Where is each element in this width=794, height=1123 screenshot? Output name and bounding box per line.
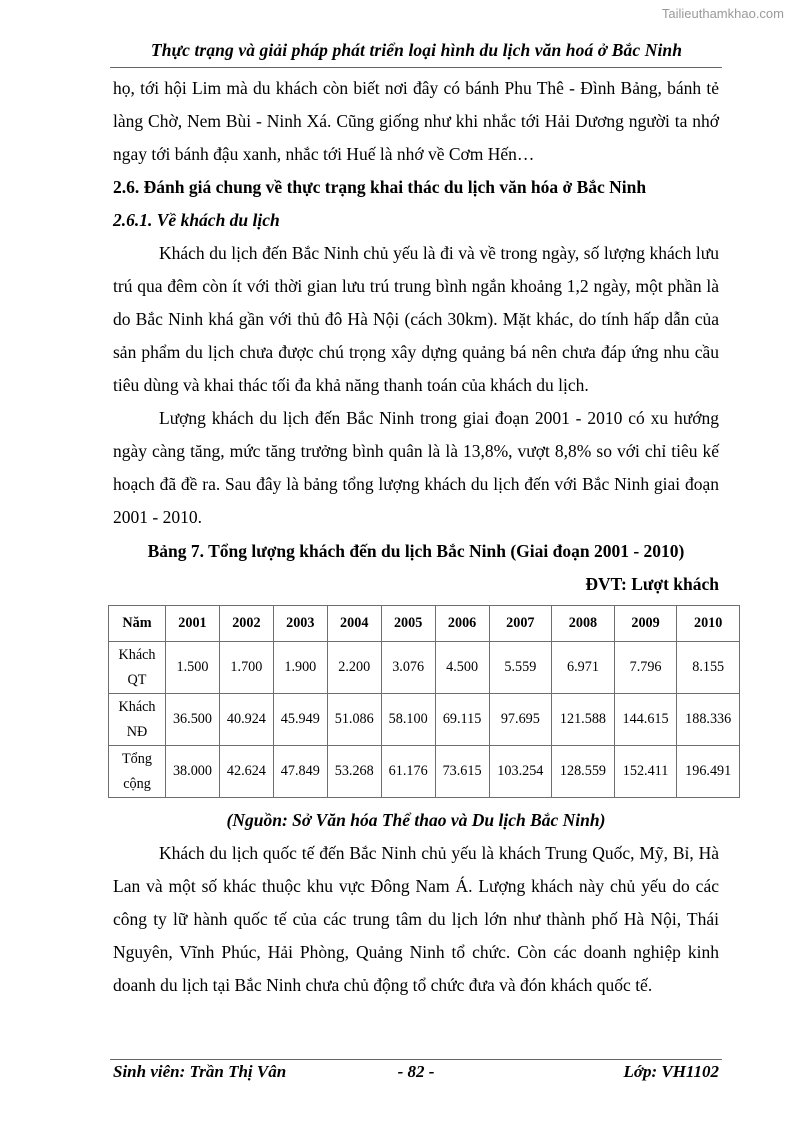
table-cell: 2.200 bbox=[327, 642, 381, 694]
table-title: Bảng 7. Tổng lượng khách đến du lịch Bắc Ninh (Giai đoạn 2001 - 2010) bbox=[147, 541, 685, 561]
table-cell: 47.849 bbox=[273, 746, 327, 798]
table-source: (Nguồn: Sở Văn hóa Thể thao và Du lịch Bắc Ninh) bbox=[226, 810, 606, 830]
table-cell: 128.559 bbox=[552, 746, 615, 798]
header-cell-year: 2001 bbox=[166, 606, 220, 642]
header-cell-year-label: Năm bbox=[109, 606, 166, 642]
watermark: Tailieuthamkhao.com bbox=[661, 6, 784, 21]
table-row bbox=[109, 694, 740, 746]
header-cell-year: 2009 bbox=[614, 606, 677, 642]
header-cell-year: 2003 bbox=[273, 606, 327, 642]
header-cell-year: 2004 bbox=[327, 606, 381, 642]
table-cell: 4.500 bbox=[435, 642, 489, 694]
table-cell: 1.700 bbox=[219, 642, 273, 694]
table-row bbox=[109, 746, 740, 798]
table-cell: 69.115 bbox=[435, 694, 489, 746]
table-cell: 97.695 bbox=[489, 694, 552, 746]
header-cell-year: 2006 bbox=[435, 606, 489, 642]
table-cell: 40.924 bbox=[219, 694, 273, 746]
footer-class: Lớp: VH1102 bbox=[623, 1062, 719, 1081]
row-label: Tổng cộng bbox=[109, 746, 166, 798]
paragraph-2: Lượng khách du lịch đến Bắc Ninh trong giai đoạn 2001 - 2010 có xu hướng ngày càng tăng, mức tăng trưởng bình quân là là 13,8%, vượt 8,8% so với chỉ tiêu kế hoạch đã đề ra. Sau đây là bảng tổng lượng khách du lịch đến với Bắc Ninh giai đoạn 2001 - 2010. bbox=[113, 408, 719, 527]
visitor-table bbox=[108, 605, 740, 798]
table-cell: 1.900 bbox=[273, 642, 327, 694]
table-cell: 188.336 bbox=[677, 694, 740, 746]
paragraph-1: Khách du lịch đến Bắc Ninh chủ yếu là đi và về trong ngày, số lượng khách lưu trú qua đêm còn ít với thời gian lưu trú trung bình ngắn khoảng 1,2 ngày, một phần là do Bắc Ninh khá gần với thủ đô Hà Nội (cách 30km). Mặt khác, do tính hấp dẫn của sản phẩm du lịch chưa được chú trọng xây dựng quảng bá nên chưa đáp ứng nhu cầu tiêu dùng và khai thác tối đa khả năng thanh toán của khách du lịch. bbox=[113, 243, 719, 395]
footer-divider bbox=[110, 1059, 722, 1060]
subsection-heading: 2.6.1. Về khách du lịch bbox=[113, 210, 280, 230]
table-cell: 38.000 bbox=[166, 746, 220, 798]
page-content bbox=[113, 72, 732, 1002]
table-cell: 7.796 bbox=[614, 642, 677, 694]
table-cell: 36.500 bbox=[166, 694, 220, 746]
table-cell: 58.100 bbox=[381, 694, 435, 746]
intro-paragraph: họ, tới hội Lim mà du khách còn biết nơi đây có bánh Phu Thê - Đình Bảng, bánh tẻ làng Chờ, Nem Bùi - Ninh Xá. Cũng giống như khi nhắc tới Hải Dương người ta nhớ ngay tới bánh đậu xanh, nhắc tới Huế là nhớ về Cơm Hến… bbox=[113, 78, 719, 164]
table-cell: 42.624 bbox=[219, 746, 273, 798]
header-cell-year: 2010 bbox=[677, 606, 740, 642]
header-cell-year: 2008 bbox=[552, 606, 615, 642]
footer-student: Sinh viên: Trần Thị Vân bbox=[113, 1062, 287, 1081]
table-cell: 53.268 bbox=[327, 746, 381, 798]
row-label: Khách QT bbox=[109, 642, 166, 694]
row-label: Khách NĐ bbox=[109, 694, 166, 746]
table-unit: ĐVT: Lượt khách bbox=[585, 574, 719, 594]
paragraph-3: Khách du lịch quốc tế đến Bắc Ninh chủ yếu là khách Trung Quốc, Mỹ, Bỉ, Hà Lan và một số khác thuộc khu vực Đông Nam Á. Lượng khách này chủ yếu do các công ty lữ hành quốc tế của các trung tâm du lịch lớn như thành phố Hà Nội, Thái Nguyên, Vĩnh Phúc, Hải Phòng, Quảng Ninh tổ chức. Còn các doanh nghiệp kinh doanh du lịch tại Bắc Ninh chưa chủ động tổ chức đưa và đón khách quốc tế. bbox=[113, 843, 719, 995]
header-cell-year: 2002 bbox=[219, 606, 273, 642]
table-cell: 6.971 bbox=[552, 642, 615, 694]
running-header: Thực trạng và giải pháp phát triển loại hình du lịch văn hoá ở Bắc Ninh bbox=[150, 40, 683, 60]
section-heading: 2.6. Đánh giá chung về thực trạng khai thác du lịch văn hóa ở Bắc Ninh bbox=[113, 177, 647, 197]
header-cell-year: 2007 bbox=[489, 606, 552, 642]
page-number: - 82 - bbox=[397, 1062, 435, 1081]
table-cell: 1.500 bbox=[166, 642, 220, 694]
table-cell: 103.254 bbox=[489, 746, 552, 798]
table-cell: 144.615 bbox=[614, 694, 677, 746]
table-cell: 121.588 bbox=[552, 694, 615, 746]
header-cell-year: 2005 bbox=[381, 606, 435, 642]
table-row bbox=[109, 642, 740, 694]
table-cell: 3.076 bbox=[381, 642, 435, 694]
table-cell: 45.949 bbox=[273, 694, 327, 746]
table-cell: 8.155 bbox=[677, 642, 740, 694]
table-cell: 51.086 bbox=[327, 694, 381, 746]
table-cell: 152.411 bbox=[614, 746, 677, 798]
table-cell: 73.615 bbox=[435, 746, 489, 798]
header-divider bbox=[110, 67, 722, 68]
table-cell: 61.176 bbox=[381, 746, 435, 798]
table-header-row bbox=[109, 606, 740, 642]
table-cell: 196.491 bbox=[677, 746, 740, 798]
table-cell: 5.559 bbox=[489, 642, 552, 694]
